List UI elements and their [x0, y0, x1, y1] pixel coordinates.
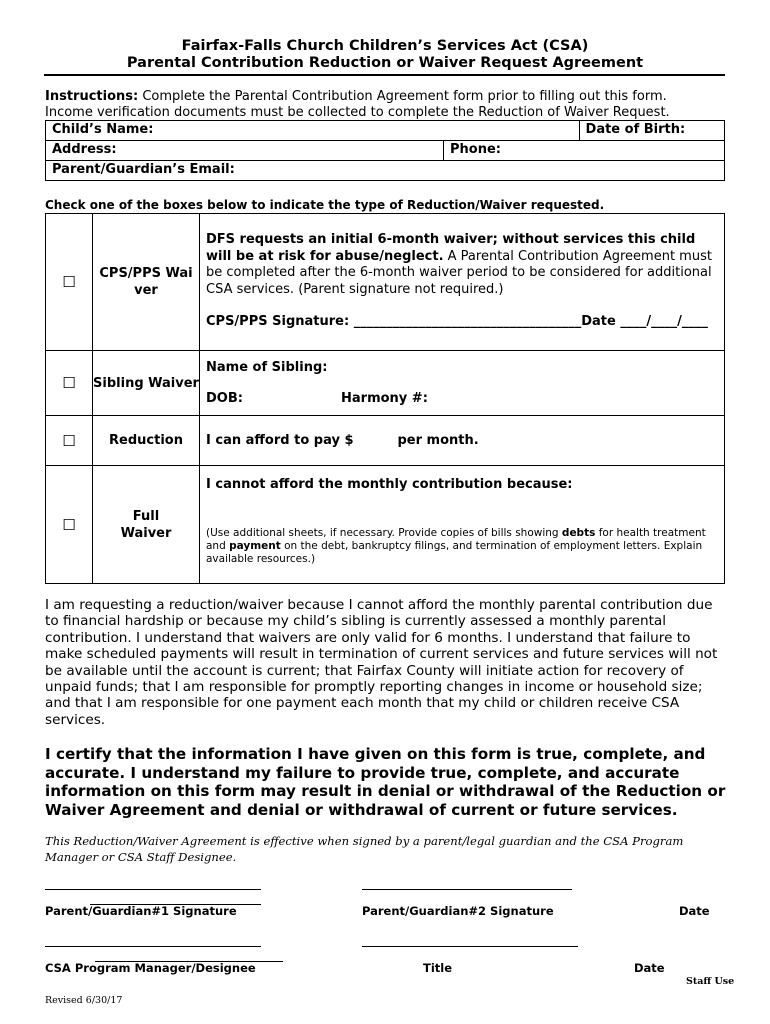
full-waiver-checkbox[interactable]: ☐ [46, 466, 93, 584]
sibling-dob-field[interactable]: DOB: [206, 391, 243, 406]
sibling-waiver-label: Sibling Waiver [93, 351, 200, 416]
title-divider [44, 74, 725, 76]
check-instructions: Check one of the boxes below to indicate the type of Reduction/Waiver requested. [45, 198, 605, 212]
request-paragraph: I am requesting a reduction/waiver because I cannot afford the monthly parental contribution due to financial hardship or because my child’s sibling is currently assessed a monthly parental contribution. I understand that waivers are only valid for 6 months. I understand that failure to make scheduled payments will result in termination of current services and future services will not be available until the account is current; that Fairfax County will initiate action for recovery of unpaid funds; that I am responsible for promptly reporting changes in income or household size; and that I am responsible for one payment each month that my child or children receive CSA services. [45, 597, 718, 728]
title-line[interactable] [362, 946, 578, 947]
cps-signature-line[interactable]: CPS/PPS Signature: ___________________________________Date ____/____/____ [206, 314, 708, 329]
guardian1-signature-label: Parent/Guardian#1 Signature [45, 904, 237, 918]
full-waiver-label: Full Waiver [93, 466, 200, 584]
date-label-1: Date [679, 904, 710, 918]
cps-bold-text: DFS requests an initial 6-month waiver; without services this child will be at risk for abuse/neglect. [206, 232, 696, 264]
full-waiver-note: (Use additional sheets, if necessary. Provide copies of bills showing debts for health treatment and payment on the debt, bankruptcy filings, and termination of employment letters. Explain available resources.) [206, 527, 706, 565]
instructions-label: Instructions: [45, 89, 139, 104]
guardian-email-field[interactable]: Parent/Guardian’s Email: [46, 161, 725, 181]
certify-paragraph: I certify that the information I have given on this form is true, complete, and accurate. I understand my failure to provide true, complete, and accurate information on this form may result in denial or withdrawal of the Reduction or Waiver Agreement and denial or withdrawal of current or future services. [45, 745, 726, 819]
childs-name-field[interactable]: Child’s Name: [46, 121, 580, 141]
reduction-description [200, 416, 725, 466]
reduction-text-after: per month. [397, 433, 479, 448]
reduction-text-before: I can afford to pay $ [206, 433, 354, 448]
phone-field[interactable]: Phone: [444, 141, 725, 161]
applicant-info-table [45, 120, 725, 181]
cps-text: A Parental Contribution Agreement must be completed after the 6-month waiver period to be considered for additional CSA services. (Parent signature not required.) [206, 248, 712, 297]
cps-waiver-label: CPS/PPS Waiver [93, 214, 200, 351]
title-label: Title [423, 961, 453, 975]
form-title-line2: Parental Contribution Reduction or Waiver Request Agreement [126, 55, 644, 71]
instructions [45, 89, 735, 121]
instructions-text2: Income verification documents must be collected to complete the Reduction of Waiver Request. [45, 105, 670, 120]
cps-waiver-description [200, 214, 725, 351]
instructions-text1: Complete the Parental Contribution Agreement form prior to filling out this form. [138, 89, 667, 104]
manager-signature-label: CSA Program Manager/Designee [45, 961, 256, 975]
staff-use-label: Staff Use [686, 976, 735, 987]
date-of-birth-field[interactable]: Date of Birth: [579, 121, 724, 141]
address-field[interactable]: Address: [46, 141, 444, 161]
reduction-label: Reduction [93, 416, 200, 466]
cps-waiver-checkbox[interactable]: ☐ [46, 214, 93, 351]
form-title-line1: Fairfax-Falls Church Children’s Services Act (CSA) [181, 38, 589, 54]
date-label-2: Date [634, 961, 665, 975]
guardian2-signature-line[interactable] [362, 889, 572, 890]
revised-date: Revised 6/30/17 [45, 995, 123, 1006]
reduction-checkbox[interactable]: ☐ [46, 416, 93, 466]
sibling-waiver-description [200, 351, 725, 416]
harmony-number-field[interactable]: Harmony #: [341, 391, 428, 406]
full-waiver-reason-field[interactable] [206, 492, 718, 527]
guardian1-signature-line[interactable] [45, 889, 261, 890]
guardian2-signature-label: Parent/Guardian#2 Signature [362, 904, 554, 918]
manager-signature-line[interactable] [45, 946, 261, 947]
full-waiver-description [200, 466, 725, 584]
sibling-name-field[interactable]: Name of Sibling: [206, 360, 328, 375]
sibling-waiver-checkbox[interactable]: ☐ [46, 351, 93, 416]
full-waiver-heading: I cannot afford the monthly contribution because: [206, 477, 573, 492]
waiver-options-table [45, 213, 725, 584]
effective-note: This Reduction/Waiver Agreement is effective when signed by a parent/legal guardian and the CSA Program Manager or CSA Staff Designee. [45, 834, 684, 864]
